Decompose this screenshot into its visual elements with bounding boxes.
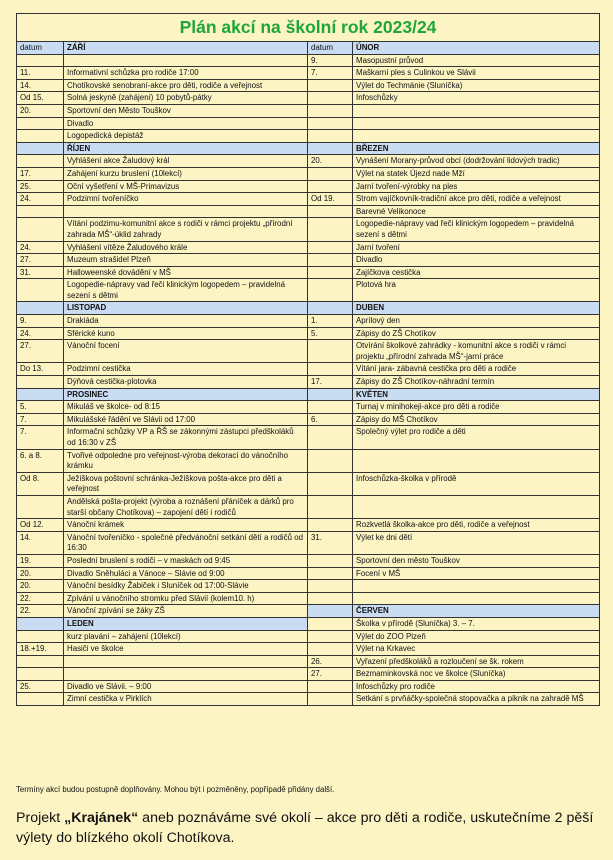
right-event-cell: Zápisy do ZŠ Chotíkov-náhradní termín [353,376,600,389]
table-row [17,254,600,267]
left-date-cell: 31. [17,266,64,279]
left-event-cell: Andělská pošta-projekt (výroba a roznášení přáníček a dárků pro starší občany Chotíkova) – zapojení dětí i rodičů [64,495,308,518]
left-date-cell [17,655,64,668]
left-date-cell: 20. [17,580,64,593]
table-row [17,315,600,328]
left-date-cell: 25. [17,180,64,193]
table-row [17,104,600,117]
left-event-cell: Informativní schůzka pro rodiče 17:00 [64,67,308,80]
table-row [17,693,600,706]
right-date-cell [308,167,353,180]
table-row [17,668,600,681]
left-date-cell: 17. [17,167,64,180]
left-date-cell: Od 15. [17,92,64,105]
month-header: LISTOPAD [64,302,308,315]
right-event-cell: Společný výlet pro rodiče a děti [353,426,600,449]
left-date-cell: 25. [17,680,64,693]
left-event-cell [64,205,308,218]
left-event-cell: Solná jeskyně (zahájení) 10 pobytů-pátky [64,92,308,105]
right-event-cell: Jarní tvoření-výrobky na ples [353,180,600,193]
right-date-cell [308,449,353,472]
right-event-cell: Vítání jara- zábavná cestička pro děti a rodiče [353,363,600,376]
right-event-cell: Plotová hra [353,279,600,302]
left-date-cell: 20. [17,567,64,580]
title-row [17,14,600,42]
left-event-cell: Zimní cestička v Pirklích [64,693,308,706]
right-date-cell [308,180,353,193]
month-header: LEDEN [64,617,308,630]
table-row [17,54,600,67]
left-event-cell: Divadlo Sněhuláci a Vánoce – Slávie od 9:00 [64,567,308,580]
left-date-cell [17,279,64,302]
table-row [17,155,600,168]
left-event-cell: Zpívání u vánočního stromku před Slávií (kolem10. h) [64,592,308,605]
table-row [17,554,600,567]
right-event-cell: Výlet do ZOO Plzeň [353,630,600,643]
right-date-header: datum [308,42,353,55]
right-event-cell [353,130,600,143]
right-event-cell: Sportovní den město Touškov [353,554,600,567]
month-header: PROSINEC [64,388,308,401]
table-row [17,193,600,206]
right-date-cell [308,218,353,241]
left-date-cell: 6. a 8. [17,449,64,472]
right-date-cell [308,363,353,376]
left-date-cell [17,376,64,389]
left-event-cell: Zahájení kurzu bruslení (10lekcí) [64,167,308,180]
events-table [16,13,600,706]
left-event-cell: Informační schůzky VP a ŘŠ se zákonnými zástupci předškoláků od 16:30 v ZŠ [64,426,308,449]
right-date-cell [308,130,353,143]
right-event-cell: Barevné Velikonoce [353,205,600,218]
right-date-cell: 7. [308,67,353,80]
left-event-cell: Vánoční focení [64,340,308,363]
left-date-cell: 9. [17,315,64,328]
right-date-cell [308,340,353,363]
project-text: aneb poznáváme své okolí – akce pro děti a rodiče, uskutečníme 2 pěší výlety do blízkého okolí Chotíkova. [16,810,594,846]
project-prefix: Projekt [16,810,65,826]
table-row [17,655,600,668]
right-date-cell [308,580,353,593]
table-row [17,92,600,105]
right-event-cell: Setkání s prvňáčky-společná stopovačka a piknik na zahradě MŠ [353,693,600,706]
right-date-cell [308,117,353,130]
right-date-cell: 5. [308,327,353,340]
left-date-cell: 24. [17,241,64,254]
left-event-cell: Vítání podzimu-komunitní akce s rodiči v rámci projektu „přírodní zahrada MŠ“-úklid zahrady [64,218,308,241]
right-event-cell: Masopustní průvod [353,54,600,67]
left-event-cell: Tvořivé odpoledne pro veřejnost-výroba dekorací do vánočního krámku [64,449,308,472]
right-date-cell [308,617,353,630]
right-date-cell [308,92,353,105]
right-date-cell [308,426,353,449]
right-event-cell: Zápisy do ZŠ Chotíkov [353,327,600,340]
right-date-cell [308,388,353,401]
project-name: „Krajánek“ [64,810,139,826]
left-date-cell [17,142,64,155]
left-date-cell [17,388,64,401]
left-event-cell: Ježíškova poštovní schránka-Ježíškova pošta-akce pro děti a veřejnost [64,472,308,495]
left-event-cell: Podzimní cestička [64,363,308,376]
left-date-cell [17,668,64,681]
right-event-cell: Vyřazení předškoláků a rozloučení se šk. rokem [353,655,600,668]
table-row [17,142,600,155]
right-date-cell [308,495,353,518]
table-row [17,592,600,605]
right-event-cell: Aprílový den [353,315,600,328]
right-event-cell: Infoschůzka-školka v přírodě [353,472,600,495]
table-row [17,472,600,495]
left-date-cell: 27. [17,254,64,267]
left-event-cell: Mikuláš ve školce- od 8:15 [64,401,308,414]
left-event-cell: kurz plavání – zahájení (10lekcí) [64,630,308,643]
table-row [17,117,600,130]
right-event-cell: Výlet ke dni dětí [353,531,600,554]
left-date-cell [17,495,64,518]
right-event-cell [353,580,600,593]
left-date-cell [17,155,64,168]
left-event-cell: Muzeum strašidel Plzeň [64,254,308,267]
right-date-cell [308,79,353,92]
table-row [17,605,600,618]
table-row [17,388,600,401]
left-event-cell: Vánoční besídky Žabiček i Sluníček od 17:00-Slávie [64,580,308,593]
left-date-cell: 27. [17,340,64,363]
right-date-cell [308,519,353,532]
table-row [17,180,600,193]
left-date-cell [17,54,64,67]
right-event-cell [353,117,600,130]
right-date-cell [308,254,353,267]
table-row [17,426,600,449]
table-row [17,67,600,80]
table-row [17,167,600,180]
left-event-cell: Halloweenské dovádění v MŠ [64,266,308,279]
right-event-cell: Infoschůzky pro rodiče [353,680,600,693]
right-event-cell: Infoschůzky [353,92,600,105]
table-row [17,340,600,363]
left-date-cell [17,693,64,706]
table-row [17,643,600,656]
left-date-cell: 19. [17,554,64,567]
right-event-cell: Otvírání školkové zahrádky - komunitní akce s rodiči v rámci projektu „přírodní zahrada MŠ“-jarní práce [353,340,600,363]
left-event-cell: Vánoční zpívání se žáky ZŠ [64,605,308,618]
right-event-cell: Bezmaminkovská noc ve školce (Sluníčka) [353,668,600,681]
right-date-cell: 20. [308,155,353,168]
right-date-cell: 1. [308,315,353,328]
left-date-cell [17,130,64,143]
right-date-cell [308,592,353,605]
table-row [17,401,600,414]
month-header: KVĚTEN [353,388,600,401]
left-event-cell: Podzimní tvořeníčko [64,193,308,206]
right-date-cell [308,680,353,693]
right-date-cell [308,241,353,254]
right-date-cell: 9. [308,54,353,67]
left-event-cell: Divadlo [64,117,308,130]
table-row [17,79,600,92]
left-event-cell [64,668,308,681]
right-date-cell: Od 19. [308,193,353,206]
right-event-cell [353,449,600,472]
right-event-cell: Rozkvetlá školka-akce pro děti, rodiče a veřejnost [353,519,600,532]
table-row [17,279,600,302]
left-date-cell: 24. [17,193,64,206]
plan-sheet [16,13,599,706]
right-date-cell [308,205,353,218]
left-date-cell: Do 13. [17,363,64,376]
right-event-cell: Turnaj v minihokeji-akce pro děti a rodiče [353,401,600,414]
table-row [17,327,600,340]
project-note [16,808,596,848]
table-row [17,218,600,241]
right-event-cell: Výlet na statek Újezd nade Mží [353,167,600,180]
table-row [17,580,600,593]
table-row [17,531,600,554]
right-date-cell [308,643,353,656]
right-event-cell: Strom vajíčkovník-tradiční akce pro děti, rodiče a veřejnost [353,193,600,206]
right-date-cell: 27. [308,668,353,681]
left-event-cell: Drakiáda [64,315,308,328]
right-event-cell [353,495,600,518]
right-event-cell: Jarní tvoření [353,241,600,254]
left-event-cell: Sportovní den Město Touškov [64,104,308,117]
right-event-cell: Výlet na Krkavec [353,643,600,656]
left-date-cell: 20. [17,104,64,117]
left-date-cell: Od 8. [17,472,64,495]
left-date-cell [17,205,64,218]
left-date-cell: 7. [17,413,64,426]
table-row [17,205,600,218]
table-row [17,680,600,693]
left-event-cell: Vyhlášení akce Žaludový král [64,155,308,168]
left-event-cell: Poslední bruslení s rodiči – v maskách od 9:45 [64,554,308,567]
left-event-cell: Vyhlášení vítěze Žaludového krále [64,241,308,254]
left-event-cell: Logopedie-nápravy vad řeči klinickým logopedem – pravidelná sezení s dětmi [64,279,308,302]
right-event-cell: Školka v přírodě (Sluníčka) 3. – 7. [353,617,600,630]
month-header: ŘÍJEN [64,142,308,155]
table-row [17,266,600,279]
right-date-cell: 31. [308,531,353,554]
table-row [17,363,600,376]
left-event-cell [64,54,308,67]
left-date-cell [17,302,64,315]
right-event-cell [353,104,600,117]
table-row [17,519,600,532]
right-date-cell [308,279,353,302]
left-event-cell: Vánoční krámek [64,519,308,532]
table-row [17,617,600,630]
right-event-cell: Vynášení Morany-průvod obcí (dodržování lidových tradic) [353,155,600,168]
right-date-cell [308,554,353,567]
left-date-cell [17,117,64,130]
left-date-cell: 24. [17,327,64,340]
right-event-cell: Maškarní ples s Culinkou ve Slávii [353,67,600,80]
right-event-cell: Focení v MŠ [353,567,600,580]
table-row [17,241,600,254]
right-date-cell [308,104,353,117]
month-header: ČERVEN [353,605,600,618]
page-title: Plán akcí na školní rok 2023/24 [17,14,600,42]
month-header: DUBEN [353,302,600,315]
right-event-cell: Výlet do Techmánie (Sluníčka) [353,79,600,92]
header-row [17,42,600,55]
right-date-cell [308,401,353,414]
table-row [17,413,600,426]
month-header-zari: ZÁŘÍ [64,42,308,55]
right-date-cell [308,302,353,315]
left-date-cell: 11. [17,67,64,80]
table-row [17,302,600,315]
right-date-cell [308,142,353,155]
footnote: Termíny akcí budou postupně doplňovány. Mohou být i pozměněny, popřípadě přidány další. [16,785,335,794]
right-date-cell: 26. [308,655,353,668]
left-date-cell [17,630,64,643]
left-date-cell: 7. [17,426,64,449]
left-date-cell: 18.+19. [17,643,64,656]
right-date-cell: 17. [308,376,353,389]
left-date-cell: 22. [17,592,64,605]
left-event-cell: Sférické kuno [64,327,308,340]
right-date-cell [308,266,353,279]
left-date-cell: Od 12. [17,519,64,532]
left-event-cell [64,655,308,668]
left-event-cell: Chotíkovské senobraní-akce pro děti, rodiče a veřejnost [64,79,308,92]
left-date-cell [17,617,64,630]
left-date-cell [17,218,64,241]
table-row [17,567,600,580]
left-event-cell: Divadlo ve Slávii. – 9:00 [64,680,308,693]
table-row [17,449,600,472]
left-date-cell: 14. [17,531,64,554]
left-event-cell: Vánoční tvořeníčko - společné předvánoční setkání dětí a rodičů od 16:30 [64,531,308,554]
table-row [17,376,600,389]
right-date-cell [308,693,353,706]
right-event-cell [353,592,600,605]
left-date-cell: 22. [17,605,64,618]
left-event-cell: Hasiči ve školce [64,643,308,656]
table-row [17,630,600,643]
right-date-cell: 6. [308,413,353,426]
right-event-cell: Zápisy do MŠ Chotíkov [353,413,600,426]
left-date-cell: 5. [17,401,64,414]
left-event-cell: Dýňová cestička-plotovka [64,376,308,389]
right-event-cell: Zajíčkova cestička [353,266,600,279]
right-date-cell [308,567,353,580]
month-header: BŘEZEN [353,142,600,155]
right-event-cell: Divadlo [353,254,600,267]
left-event-cell: Oční vyšetření v MŠ-Primavizus [64,180,308,193]
left-event-cell: Mikulášské řádění ve Slávii od 17:00 [64,413,308,426]
right-date-cell [308,472,353,495]
left-event-cell: Logopedická depistáž [64,130,308,143]
table-row [17,130,600,143]
table-row [17,495,600,518]
right-event-cell: Logopedie-nápravy vad řeči klinickým logopedem – pravidelná sezení s dětmi [353,218,600,241]
left-date-cell: 14. [17,79,64,92]
right-date-cell [308,630,353,643]
left-date-header: datum [17,42,64,55]
right-date-cell [308,605,353,618]
month-header-unor: ÚNOR [353,42,600,55]
